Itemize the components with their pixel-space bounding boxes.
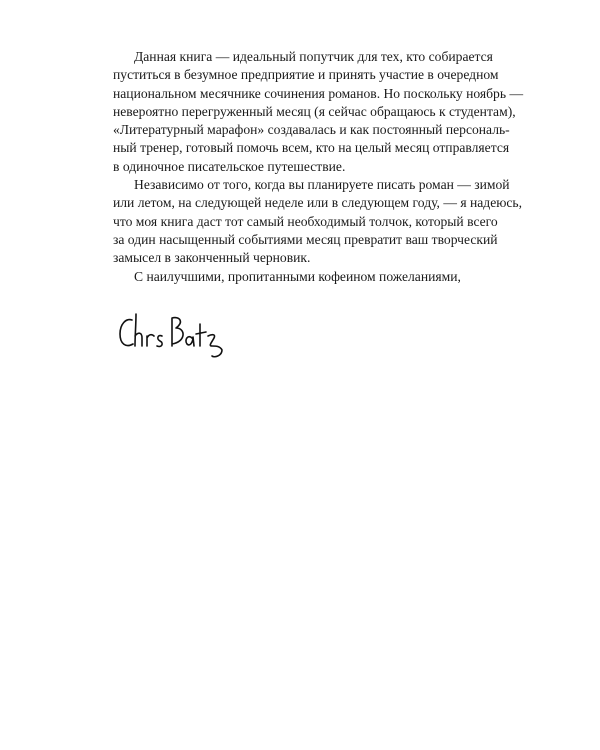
text-line: замысел в законченный черновик.	[113, 250, 311, 266]
text-line: или летом, на следующей неделе или в следующем году, — я надеюсь,	[113, 195, 523, 211]
text-line: ный тренер, готовый помочь всем, кто на целый месяц отправляется	[113, 140, 510, 156]
text-line: «Литературный марафон» создавалась и как постоянный персональ-	[113, 122, 510, 138]
paragraph-1	[113, 48, 524, 176]
closing-line	[113, 268, 491, 286]
text-line: пуститься в безумное предприятие и принять участие в очередном	[113, 67, 499, 83]
text-line: что моя книга даст тот самый необходимый толчок, который всего	[113, 213, 498, 229]
text-line: С наилучшими, пропитанными кофеином пожеланиями,	[134, 268, 461, 284]
body-text	[113, 48, 524, 286]
paragraph-2	[113, 176, 523, 267]
text-line: Независимо от того, когда вы планируете писать роман — зимой	[134, 177, 510, 193]
text-line: невероятно перегруженный месяц (я сейчас обращаюсь к студентам),	[113, 103, 516, 119]
text-line: Данная книга — идеальный попутчик для тех, кто собирается	[134, 49, 493, 64]
text-line: за один насыщенный событиями месяц превратит ваш творческий	[113, 231, 498, 247]
text-line: в одиночное писательское путешествие.	[113, 158, 346, 174]
handwritten-signature	[116, 306, 228, 364]
text-line: национальном месячнике сочинения романов. Но поскольку ноябрь —	[113, 85, 524, 101]
